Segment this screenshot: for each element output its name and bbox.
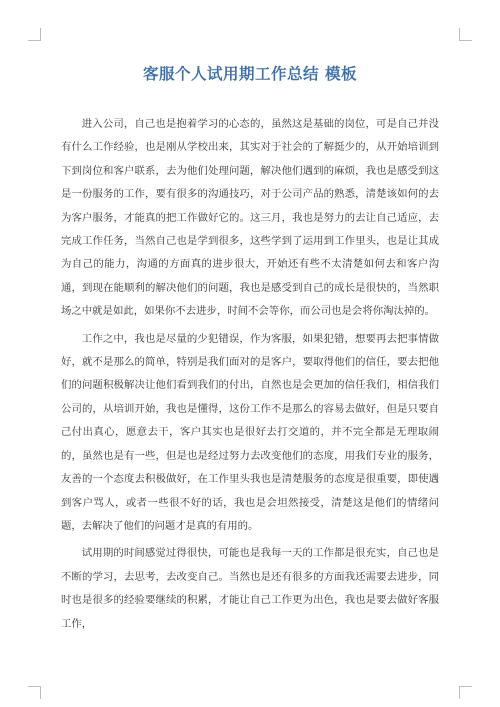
paragraph-1: 进入公司，自己也是抱着学习的心态的，虽然这是基础的岗位，可是自己并没有什么工作经验，也是刚从学校出来，其实对于社会的了解挺少的，从开始培训到下到岗位和客户联系，去为他们处理问题，解决他们遇到的麻烦，我也是感受到这是一份服务的工作，要有很多的沟通技巧，对于公司产品的熟悉，清楚该如何的去为客户服务，才能真的把工作做好它的。这三月，我也是努力的去让自己适应，去完成工作任务，当然自己也是学到很多，这些学到了运用到工作里头，也是让其成为自己的能力，沟通的方面真的进步很大，开始还有些不太清楚如何去和客户沟通，到现在能顺利的解决他们的问题，我也是感受到自己的成长是很快的，当然职场之中就是如此，如果你不去进步，时间不会等你，而公司也是会将你淘汰掉的。 <box>61 118 439 318</box>
crop-mark-bottom-right <box>459 686 472 699</box>
crop-mark-bottom-left <box>28 686 41 699</box>
paragraph-3: 试用期的时间感觉过得很快，可能也是我每一天的工作都是很充实，自己也是不断的学习，去思考，去改变自己。当然也是还有很多的方面我还需要去进步，同时也是很多的经验要继续的积累，才能让自己工作更为出色，我也是要去做好客服工作， <box>61 547 439 630</box>
document-title: 客服个人试用期工作总结 模板 <box>143 65 357 83</box>
document-body <box>61 113 439 640</box>
crop-mark-top-left <box>28 28 41 41</box>
paragraph-2: 工作之中，我也是尽量的少犯错误，作为客服，如果犯错，想要再去把事情做好，就不是那么的简单，特别是我们面对的是客户，要取得他们的信任，要去把他们的问题积极解决让他们看到我们的付出，自然也是会更加的信任我们，相信我们公司的，从培训开始，我也是懂得，这份工作不是那么的容易去做好，但是只要自己付出真心，愿意去干，客户其实也是很好去打交道的，并不完全都是无理取闹的，虽然也是有一些，但是也是经过努力去改变他们的态度，用我们专业的服务，友善的一个态度去积极做好，在工作里头我也是清楚服务的态度是很重要，即使遇到客户骂人，或者一些很不好的话，我也是会坦然接受，清楚这是他们的情绪问题，去解决了他们的问题才是真的有用的。 <box>61 332 439 532</box>
crop-mark-top-right <box>459 28 472 41</box>
